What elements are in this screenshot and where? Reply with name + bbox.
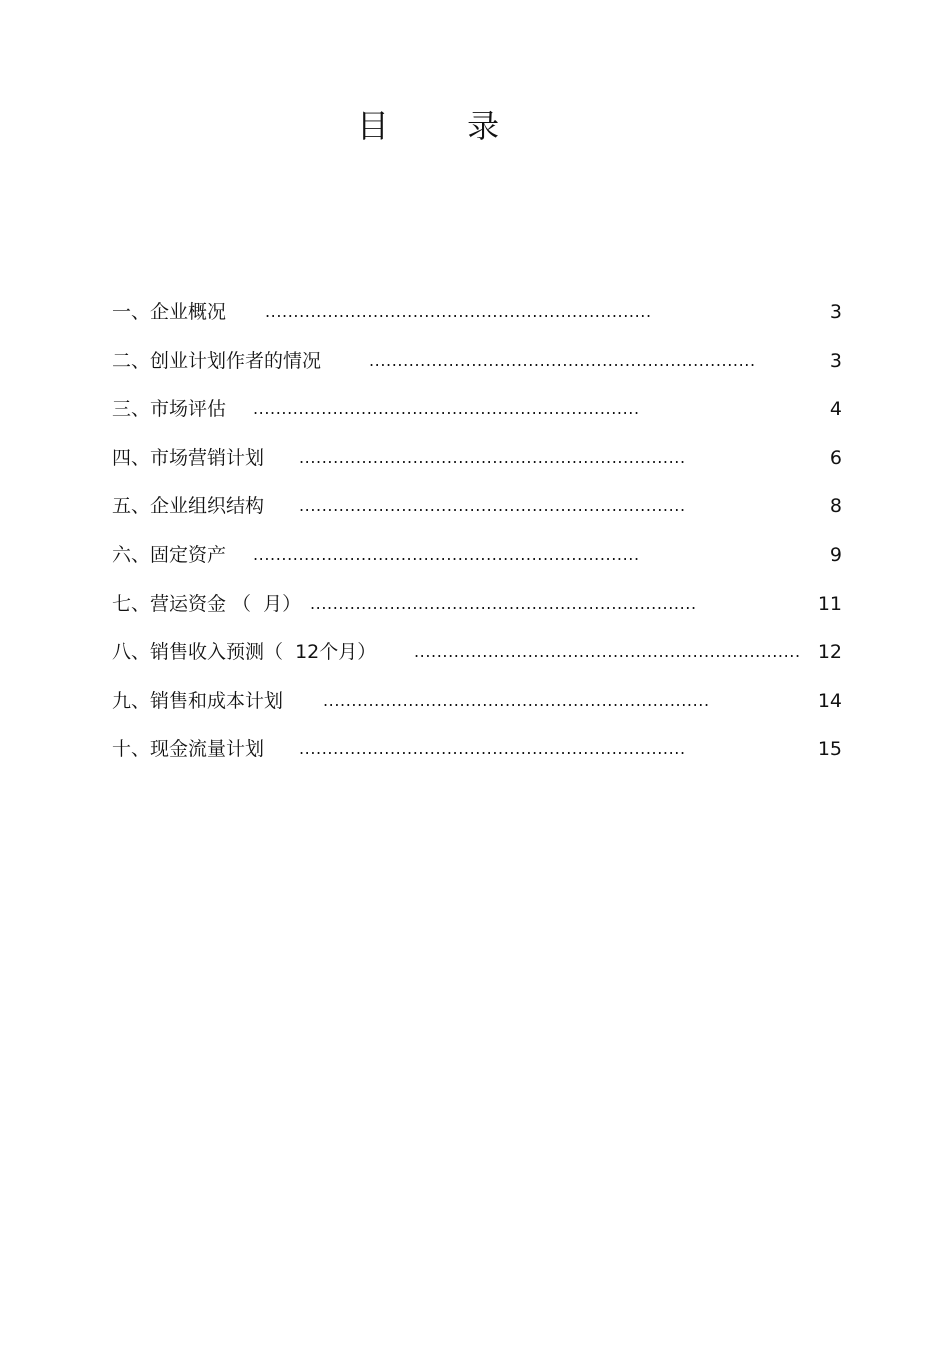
toc-dot-leader: ....................................................................	[369, 350, 756, 370]
toc-dot-leader: ....................................................................	[265, 302, 652, 321]
toc-entry-page-number: 3	[829, 349, 842, 372]
toc-entry-label: 七、营运资金 （ 月）	[112, 592, 302, 615]
toc-dot-leader: ....................................................................	[323, 690, 710, 710]
toc-entry-label: 九、销售和成本计划	[112, 689, 284, 712]
toc-entry[interactable]	[112, 488, 842, 537]
toc-dot-leader: ....................................................................	[299, 739, 686, 759]
toc-entry[interactable]	[112, 586, 842, 635]
toc-entry[interactable]	[112, 391, 842, 440]
toc-entry-page-number: 11	[817, 592, 842, 615]
toc-entry-label: 五、企业组织结构	[112, 495, 265, 518]
toc-entry-page-number: 6	[829, 446, 842, 469]
toc-dot-leader: ....................................................................	[414, 642, 801, 662]
toc-entry-page-number: 14	[817, 689, 842, 712]
toc-entry-page-number: 3	[829, 301, 842, 323]
toc-entry-label: 十、现金流量计划	[112, 738, 265, 761]
toc-entry-label: 四、市场营销计划	[112, 446, 265, 469]
toc-dot-leader: ....................................................................	[299, 447, 686, 467]
table-of-contents	[112, 294, 842, 780]
toc-entry-page-number: 12	[817, 641, 842, 664]
toc-entry[interactable]	[112, 294, 842, 343]
toc-entry-label: 八、销售收入预测（ 12个月）	[112, 641, 377, 664]
toc-entry[interactable]	[112, 683, 842, 732]
toc-dot-leader: ....................................................................	[253, 399, 640, 419]
toc-entry-label: 三、市场评估	[112, 398, 227, 421]
toc-entry[interactable]	[112, 731, 842, 780]
toc-entry-page-number: 15	[817, 738, 842, 761]
toc-entry-page-number: 8	[829, 495, 842, 518]
toc-dot-leader: ....................................................................	[310, 593, 697, 613]
toc-entry-label: 二、创业计划作者的情况	[112, 349, 322, 372]
toc-entry-page-number: 4	[829, 398, 842, 421]
page-title: 目 录	[356, 107, 534, 145]
toc-entry[interactable]	[112, 343, 842, 392]
toc-entry-label: 一、企业概况	[112, 301, 227, 323]
toc-dot-leader: ....................................................................	[253, 544, 640, 564]
toc-entry[interactable]	[112, 634, 842, 683]
toc-dot-leader: ....................................................................	[299, 496, 686, 516]
toc-entry[interactable]	[112, 440, 842, 489]
toc-entry-page-number: 9	[829, 543, 842, 566]
toc-entry[interactable]	[112, 537, 842, 586]
toc-entry-label: 六、固定资产	[112, 543, 227, 566]
